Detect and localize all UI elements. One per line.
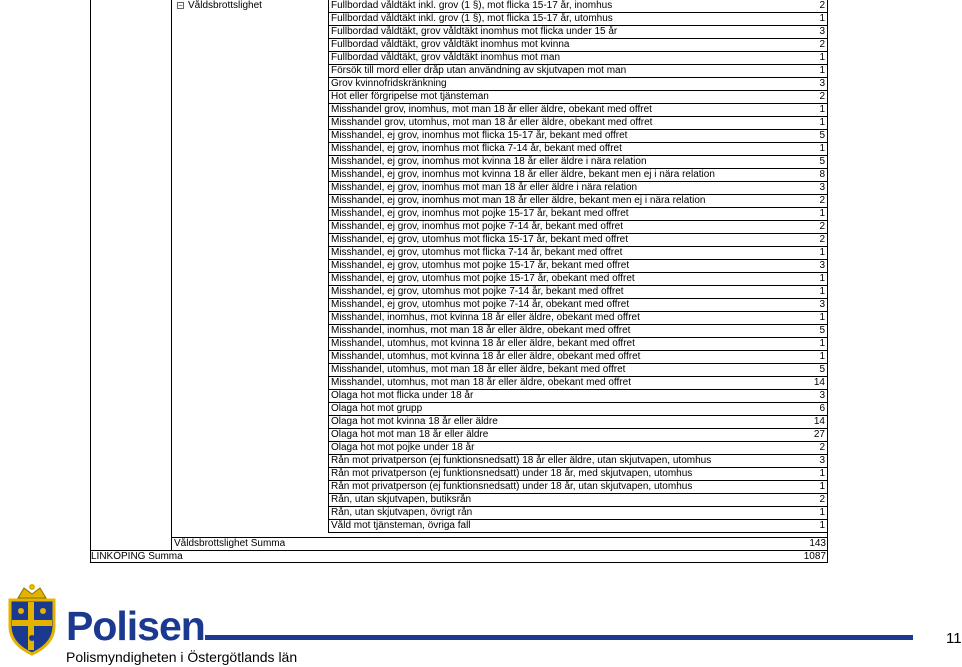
total-summary-label: LINKÖPING Summa [91,551,183,562]
table-row [328,429,828,442]
row-count: 3 [819,182,825,193]
table-row [328,156,828,169]
table-row [328,182,828,195]
table-row [328,169,828,182]
table-row [328,234,828,247]
row-label: Rån, utan skjutvapen, övrigt rån [331,507,473,518]
table-row [328,338,828,351]
row-count: 5 [819,325,825,336]
table-row [328,0,828,13]
row-count: 1 [819,104,825,115]
table-row [328,221,828,234]
row-count: 2 [819,195,825,206]
table-row [328,286,828,299]
row-count: 6 [819,403,825,414]
table-row [328,65,828,78]
row-label: Grov kvinnofridskränkning [331,78,447,89]
police-emblem-icon [4,582,60,658]
table-row [328,455,828,468]
row-label: Misshandel, ej grov, inomhus mot man 18 år eller äldre i nära relation [331,182,638,193]
row-label: Misshandel, ej grov, inomhus mot pojke 15-17 år, bekant med offret [331,208,629,219]
row-count: 14 [813,377,825,388]
table-row [328,416,828,429]
row-count: 1 [819,143,825,154]
row-count: 5 [819,156,825,167]
row-label: Rån mot privatperson (ej funktionsnedsatt) 18 år eller äldre, utan skjutvapen, utomhus [331,455,712,466]
row-label: Rån, utan skjutvapen, butiksrån [331,494,472,505]
row-label: Olaga hot mot pojke under 18 år [331,442,475,453]
row-count: 1 [819,13,825,24]
table-row [328,13,828,26]
row-count: 1 [819,312,825,323]
row-count: 1 [819,286,825,297]
brand-rule [205,635,913,640]
row-label: Misshandel, ej grov, utomhus mot pojke 7-14 år, obekant med offret [331,299,630,310]
row-label: Olaga hot mot kvinna 18 år eller äldre [331,416,498,427]
row-label: Misshandel, ej grov, inomhus mot kvinna 18 år eller äldre i nära relation [331,156,647,167]
row-label: Misshandel, ej grov, inomhus mot man 18 år eller äldre, bekant men ej i nära relation [331,195,706,206]
table-row [328,260,828,273]
row-label: Misshandel, utomhus, mot kvinna 18 år eller äldre, obekant med offret [331,351,641,362]
table-row [328,468,828,481]
page-number: 11 [946,630,962,647]
row-count: 27 [813,429,825,440]
row-count: 2 [819,221,825,232]
table-row [328,273,828,286]
row-count: 14 [813,416,825,427]
row-count: 1 [819,351,825,362]
row-label: Misshandel, ej grov, inomhus mot pojke 7-14 år, bekant med offret [331,221,624,232]
row-label: Misshandel, ej grov, utomhus mot pojke 7-14 år, bekant med offret [331,286,624,297]
row-label: Försök till mord eller dråp utan användning av skjutvapen mot man [331,65,627,76]
table-row [328,130,828,143]
table-row [328,377,828,390]
total-summary-row [90,550,828,563]
row-label: Misshandel grov, inomhus, mot man 18 år eller äldre, obekant med offret [331,104,652,115]
table-row [328,403,828,416]
group-summary-label: Våldsbrottslighet Summa [174,538,286,549]
group-summary-row [171,537,828,550]
row-label: Misshandel, inomhus, mot kvinna 18 år eller äldre, obekant med offret [331,312,640,323]
row-count: 8 [819,169,825,180]
row-label: Olaga hot mot flicka under 18 år [331,390,474,401]
row-count: 2 [819,442,825,453]
row-count: 2 [819,494,825,505]
row-label: Misshandel, ej grov, utomhus mot flicka 15-17 år, bekant med offret [331,234,629,245]
row-count: 2 [819,91,825,102]
row-count: 3 [819,26,825,37]
row-label: Misshandel, ej grov, utomhus mot pojke 15-17 år, obekant med offret [331,273,635,284]
row-label: Misshandel grov, utomhus, mot man 18 år eller äldre, obekant med offret [331,117,653,128]
table-row [328,312,828,325]
table-row [328,494,828,507]
row-label: Misshandel, ej grov, inomhus mot flicka 7-14 år, bekant med offret [331,143,622,154]
row-count: 1 [819,273,825,284]
row-label: Olaga hot mot man 18 år eller äldre [331,429,489,440]
row-count: 3 [819,260,825,271]
table-row [328,52,828,65]
table-row [328,78,828,91]
collapse-icon[interactable]: − [178,1,183,10]
row-label: Våld mot tjänsteman, övriga fall [331,520,471,531]
brand-wordmark: Polisen [66,603,205,649]
organisation-name: Polismyndigheten i Östergötlands län [66,649,298,665]
group-header [172,0,328,13]
table-row [328,143,828,156]
row-label: Fullbordad våldtäkt, grov våldtäkt inomhus mot man [331,52,560,63]
table-row [328,26,828,39]
row-count: 3 [819,299,825,310]
table-row [328,91,828,104]
row-count: 1 [819,468,825,479]
row-label: Misshandel, ej grov, utomhus mot pojke 15-17 år, bekant med offret [331,260,630,271]
row-label: Misshandel, utomhus, mot man 18 år eller äldre, obekant med offret [331,377,631,388]
row-count: 1 [819,520,825,531]
row-label: Olaga hot mot grupp [331,403,423,414]
table-row [328,520,828,533]
table-row [328,325,828,338]
row-count: 1 [819,338,825,349]
table-row [328,195,828,208]
row-label: Fullbordad våldtäkt inkl. grov (1 §), mot flicka 15-17 år, inomhus [331,0,613,11]
table-row [328,117,828,130]
row-count: 1 [819,65,825,76]
total-summary-count: 1087 [803,551,826,562]
row-label: Fullbordad våldtäkt, grov våldtäkt inomhus mot flicka under 15 år [331,26,618,37]
row-count: 1 [819,507,825,518]
group-label: Våldsbrottslighet [188,0,262,11]
table-row [328,208,828,221]
row-count: 1 [819,52,825,63]
row-count: 1 [819,208,825,219]
row-count: 2 [819,39,825,50]
group-summary-count: 143 [809,538,826,549]
row-count: 2 [819,234,825,245]
row-count: 3 [819,455,825,466]
row-count: 5 [819,364,825,375]
row-label: Fullbordad våldtäkt inkl. grov (1 §), mot flicka 15-17 år, utomhus [331,13,613,24]
row-label: Rån mot privatperson (ej funktionsnedsatt) under 18 år, utan skjutvapen, utomhus [331,481,693,492]
row-label: Misshandel, utomhus, mot man 18 år eller äldre, bekant med offret [331,364,626,375]
row-label: Rån mot privatperson (ej funktionsnedsatt) under 18 år, med skjutvapen, utomhus [331,468,693,479]
table-row [328,247,828,260]
table-row [328,507,828,520]
row-label: Misshandel, ej grov, inomhus mot flicka 15-17 år, bekant med offret [331,130,628,141]
table-row [328,299,828,312]
row-label: Misshandel, utomhus, mot kvinna 18 år eller äldre, bekant med offret [331,338,635,349]
table-row [328,481,828,494]
column-divider [171,0,172,550]
row-label: Misshandel, ej grov, utomhus mot flicka 7-14 år, bekant med offret [331,247,623,258]
row-count: 1 [819,117,825,128]
row-count: 1 [819,247,825,258]
row-count: 3 [819,78,825,89]
row-label: Misshandel, ej grov, inomhus mot kvinna 18 år eller äldre, bekant men ej i nära relation [331,169,715,180]
row-label: Hot eller förgripelse mot tjänsteman [331,91,489,102]
row-count: 2 [819,0,825,11]
table-row [328,104,828,117]
table-row [328,39,828,52]
table-row [328,442,828,455]
row-count: 3 [819,390,825,401]
row-count: 5 [819,130,825,141]
row-label: Misshandel, inomhus, mot man 18 år eller äldre, obekant med offret [331,325,631,336]
row-count: 1 [819,481,825,492]
table-row [328,351,828,364]
row-label: Fullbordad våldtäkt, grov våldtäkt inomhus mot kvinna [331,39,570,50]
table-row [328,390,828,403]
table-row [328,364,828,377]
